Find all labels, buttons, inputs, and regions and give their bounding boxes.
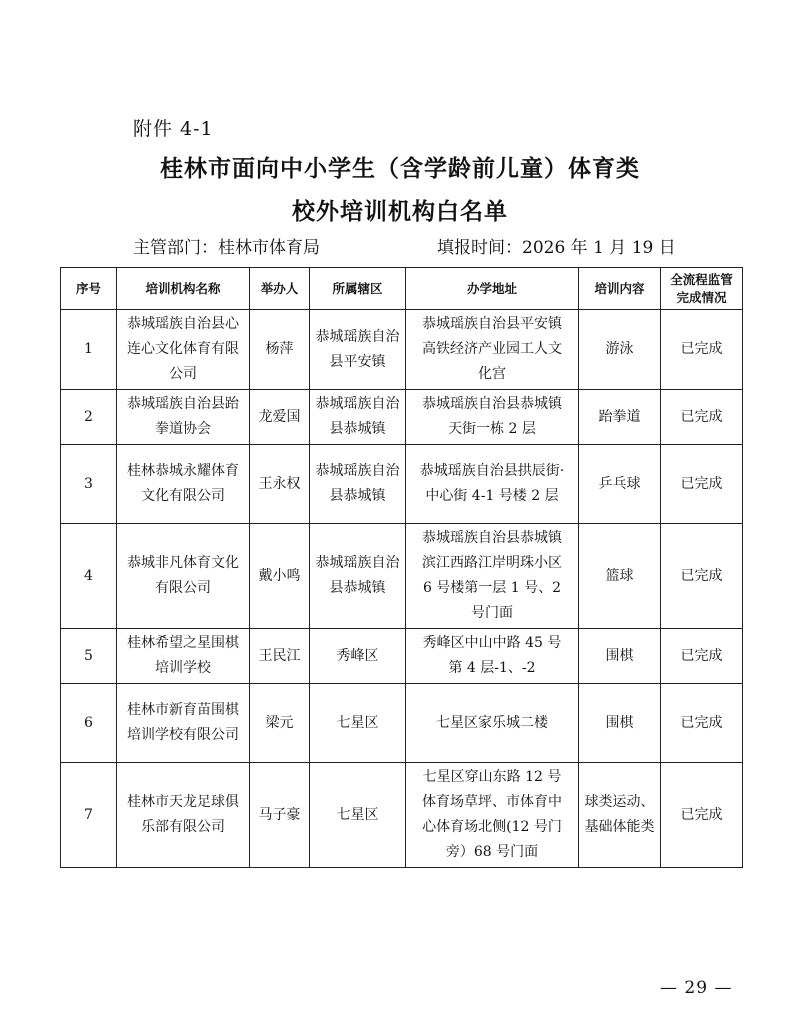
cell-district: 恭城瑶族自治县平安镇: [310, 310, 406, 390]
table-row: [61, 524, 743, 629]
cell-district: 七星区: [310, 763, 406, 868]
cell-status: 已完成: [661, 524, 743, 629]
header-address: 办学地址: [406, 268, 579, 310]
cell-status: 已完成: [661, 445, 743, 524]
cell-district: 恭城瑶族自治县恭城镇: [310, 445, 406, 524]
table-header-row: [61, 268, 743, 310]
table-row: [61, 629, 743, 684]
header-district: 所属辖区: [310, 268, 406, 310]
cell-address: 恭城瑶族自治县拱辰街·中心街 4-1 号楼 2 层: [406, 445, 579, 524]
cell-address: 七星区穿山东路 12 号体育场草坪、市体育中心体育场北侧(12 号门旁）68 号门面: [406, 763, 579, 868]
cell-index: 5: [61, 629, 117, 684]
cell-content: 乒乓球: [579, 445, 661, 524]
cell-district: 秀峰区: [310, 629, 406, 684]
cell-index: 3: [61, 445, 117, 524]
cell-organizer: 王永权: [250, 445, 310, 524]
document-title-line1: 桂林市面向中小学生（含学龄前儿童）体育类: [160, 156, 640, 182]
cell-content: 游泳: [579, 310, 661, 390]
header-org: 培训机构名称: [117, 268, 250, 310]
cell-address: 秀峰区中山中路 45 号第 4 层-1、-2: [406, 629, 579, 684]
cell-org: 桂林市天龙足球俱乐部有限公司: [117, 763, 250, 868]
department-label: 主管部门：桂林市体育局: [133, 238, 320, 258]
cell-district: 恭城瑶族自治县恭城镇: [310, 390, 406, 445]
cell-content: 跆拳道: [579, 390, 661, 445]
cell-status: 已完成: [661, 684, 743, 763]
cell-content: 球类运动、基础体能类: [579, 763, 661, 868]
cell-status: 已完成: [661, 763, 743, 868]
cell-organizer: 杨萍: [250, 310, 310, 390]
cell-content: 篮球: [579, 524, 661, 629]
cell-status: 已完成: [661, 310, 743, 390]
cell-address: 恭城瑶族自治县恭城镇滨江西路江岸明珠小区 6 号楼第一层 1 号、2 号门面: [406, 524, 579, 629]
cell-content: 围棋: [579, 684, 661, 763]
cell-address: 七星区家乐城二楼: [406, 684, 579, 763]
cell-index: 4: [61, 524, 117, 629]
cell-organizer: 梁元: [250, 684, 310, 763]
cell-index: 2: [61, 390, 117, 445]
table-row: [61, 445, 743, 524]
cell-index: 6: [61, 684, 117, 763]
table-row: [61, 763, 743, 868]
cell-organizer: 龙爱国: [250, 390, 310, 445]
cell-org: 恭城瑶族自治县心连心文化体育有限公司: [117, 310, 250, 390]
table-row: [61, 684, 743, 763]
whitelist-table: [60, 267, 743, 868]
cell-index: 7: [61, 763, 117, 868]
page-number: — 29 —: [660, 978, 733, 998]
cell-organizer: 马子豪: [250, 763, 310, 868]
table-row: [61, 310, 743, 390]
header-organizer: 举办人: [250, 268, 310, 310]
table-row: [61, 390, 743, 445]
cell-org: 桂林希望之星围棋培训学校: [117, 629, 250, 684]
cell-org: 恭城瑶族自治县跆拳道协会: [117, 390, 250, 445]
cell-org: 恭城非凡体育文化有限公司: [117, 524, 250, 629]
fill-date-label: 填报时间：2026 年 1 月 19 日: [437, 238, 676, 258]
document-title-line2: 校外培训机构白名单: [292, 199, 508, 225]
cell-content: 围棋: [579, 629, 661, 684]
cell-org: 桂林恭城永耀体育文化有限公司: [117, 445, 250, 524]
cell-address: 恭城瑶族自治县恭城镇天街一栋 2 层: [406, 390, 579, 445]
cell-status: 已完成: [661, 629, 743, 684]
cell-address: 恭城瑶族自治县平安镇高铁经济产业园工人文化宫: [406, 310, 579, 390]
cell-district: 七星区: [310, 684, 406, 763]
cell-org: 桂林市新育苗围棋培训学校有限公司: [117, 684, 250, 763]
cell-district: 恭城瑶族自治县恭城镇: [310, 524, 406, 629]
cell-organizer: 王民江: [250, 629, 310, 684]
header-content: 培训内容: [579, 268, 661, 310]
header-status: 全流程监管完成情况: [661, 268, 743, 310]
cell-status: 已完成: [661, 390, 743, 445]
cell-organizer: 戴小鸣: [250, 524, 310, 629]
cell-index: 1: [61, 310, 117, 390]
header-index: 序号: [61, 268, 117, 310]
attachment-label: 附件 4-1: [133, 118, 214, 140]
